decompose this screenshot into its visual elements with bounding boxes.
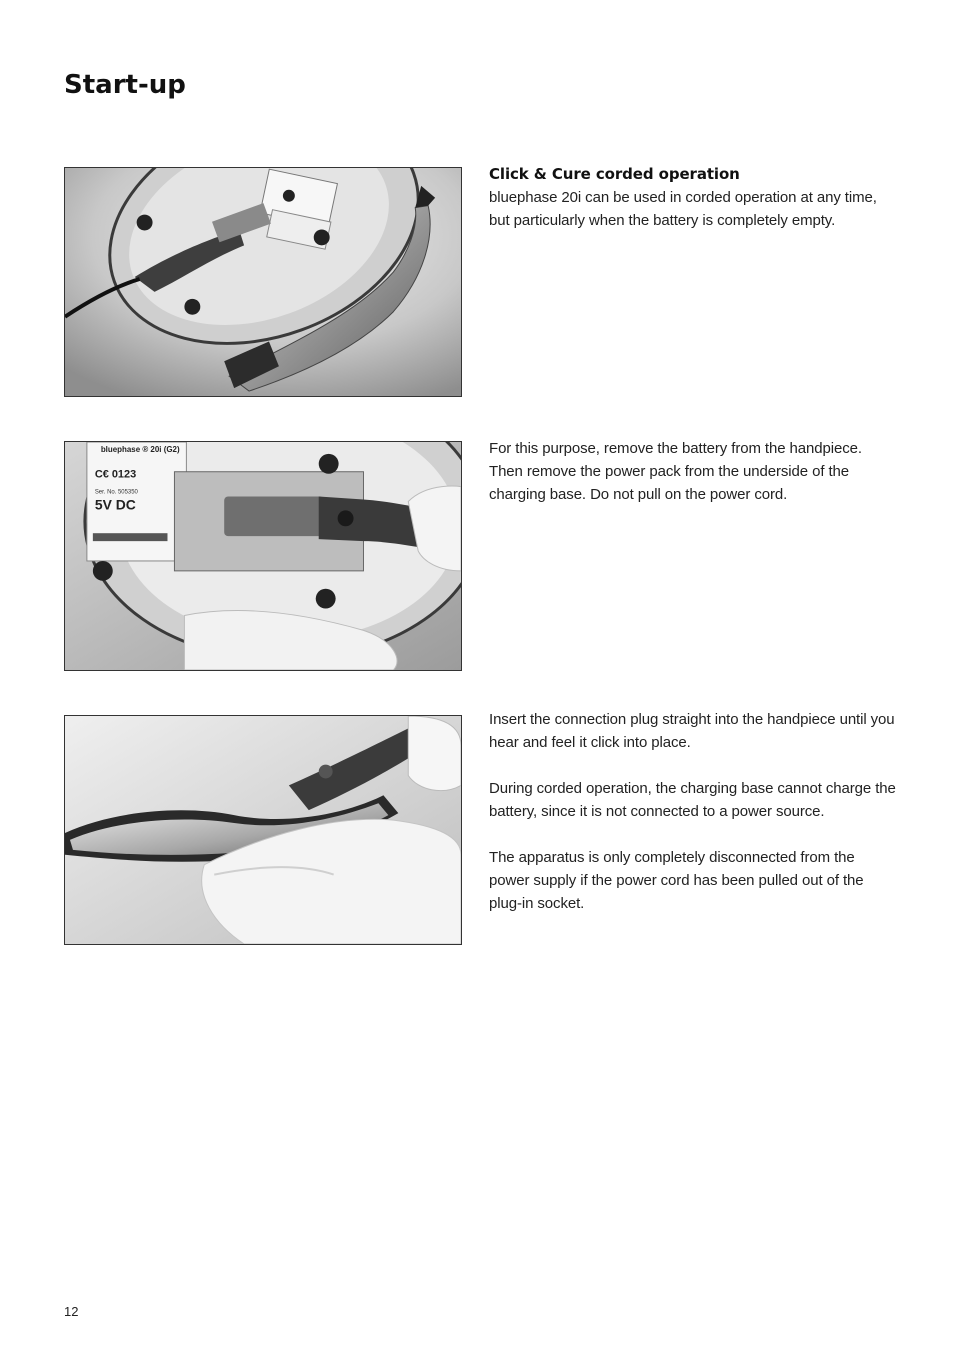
paragraph: During corded operation, the charging base cannot charge the battery, since it is not connected to a power source. xyxy=(489,780,896,820)
page-number: 12 xyxy=(64,1304,79,1319)
section-remove-battery xyxy=(489,437,899,506)
photo-corded-handpiece xyxy=(64,167,462,397)
photo-remove-power-pack xyxy=(64,441,462,671)
page-title: Start-up xyxy=(64,70,186,100)
photo-label-ce: C€ 0123 xyxy=(94,468,137,481)
paragraph: For this purpose, remove the battery from the handpiece. Then remove the power pack from the underside of the charging base. Do not pull on the power cord. xyxy=(489,440,862,503)
section-insert-plug xyxy=(489,708,899,915)
paragraph: bluephase 20i can be used in corded operation at any time, but particularly when the battery is completely empty. xyxy=(489,189,877,229)
paragraph: The apparatus is only completely disconnected from the power supply if the power cord has been pulled out of the plug-in socket. xyxy=(489,849,864,912)
paragraph: Insert the connection plug straight into the handpiece until you hear and feel it click into place. xyxy=(489,711,895,751)
photo-label-brand: bluephase ® 20i (G2) xyxy=(100,444,180,454)
section-corded-operation xyxy=(489,163,899,232)
photo-label-voltage: 5V DC xyxy=(94,496,136,513)
photo-label-serial: Ser. No. 505350 xyxy=(94,489,138,496)
photo-insert-plug xyxy=(64,715,462,945)
section-heading: Click & Cure corded operation xyxy=(489,165,740,183)
